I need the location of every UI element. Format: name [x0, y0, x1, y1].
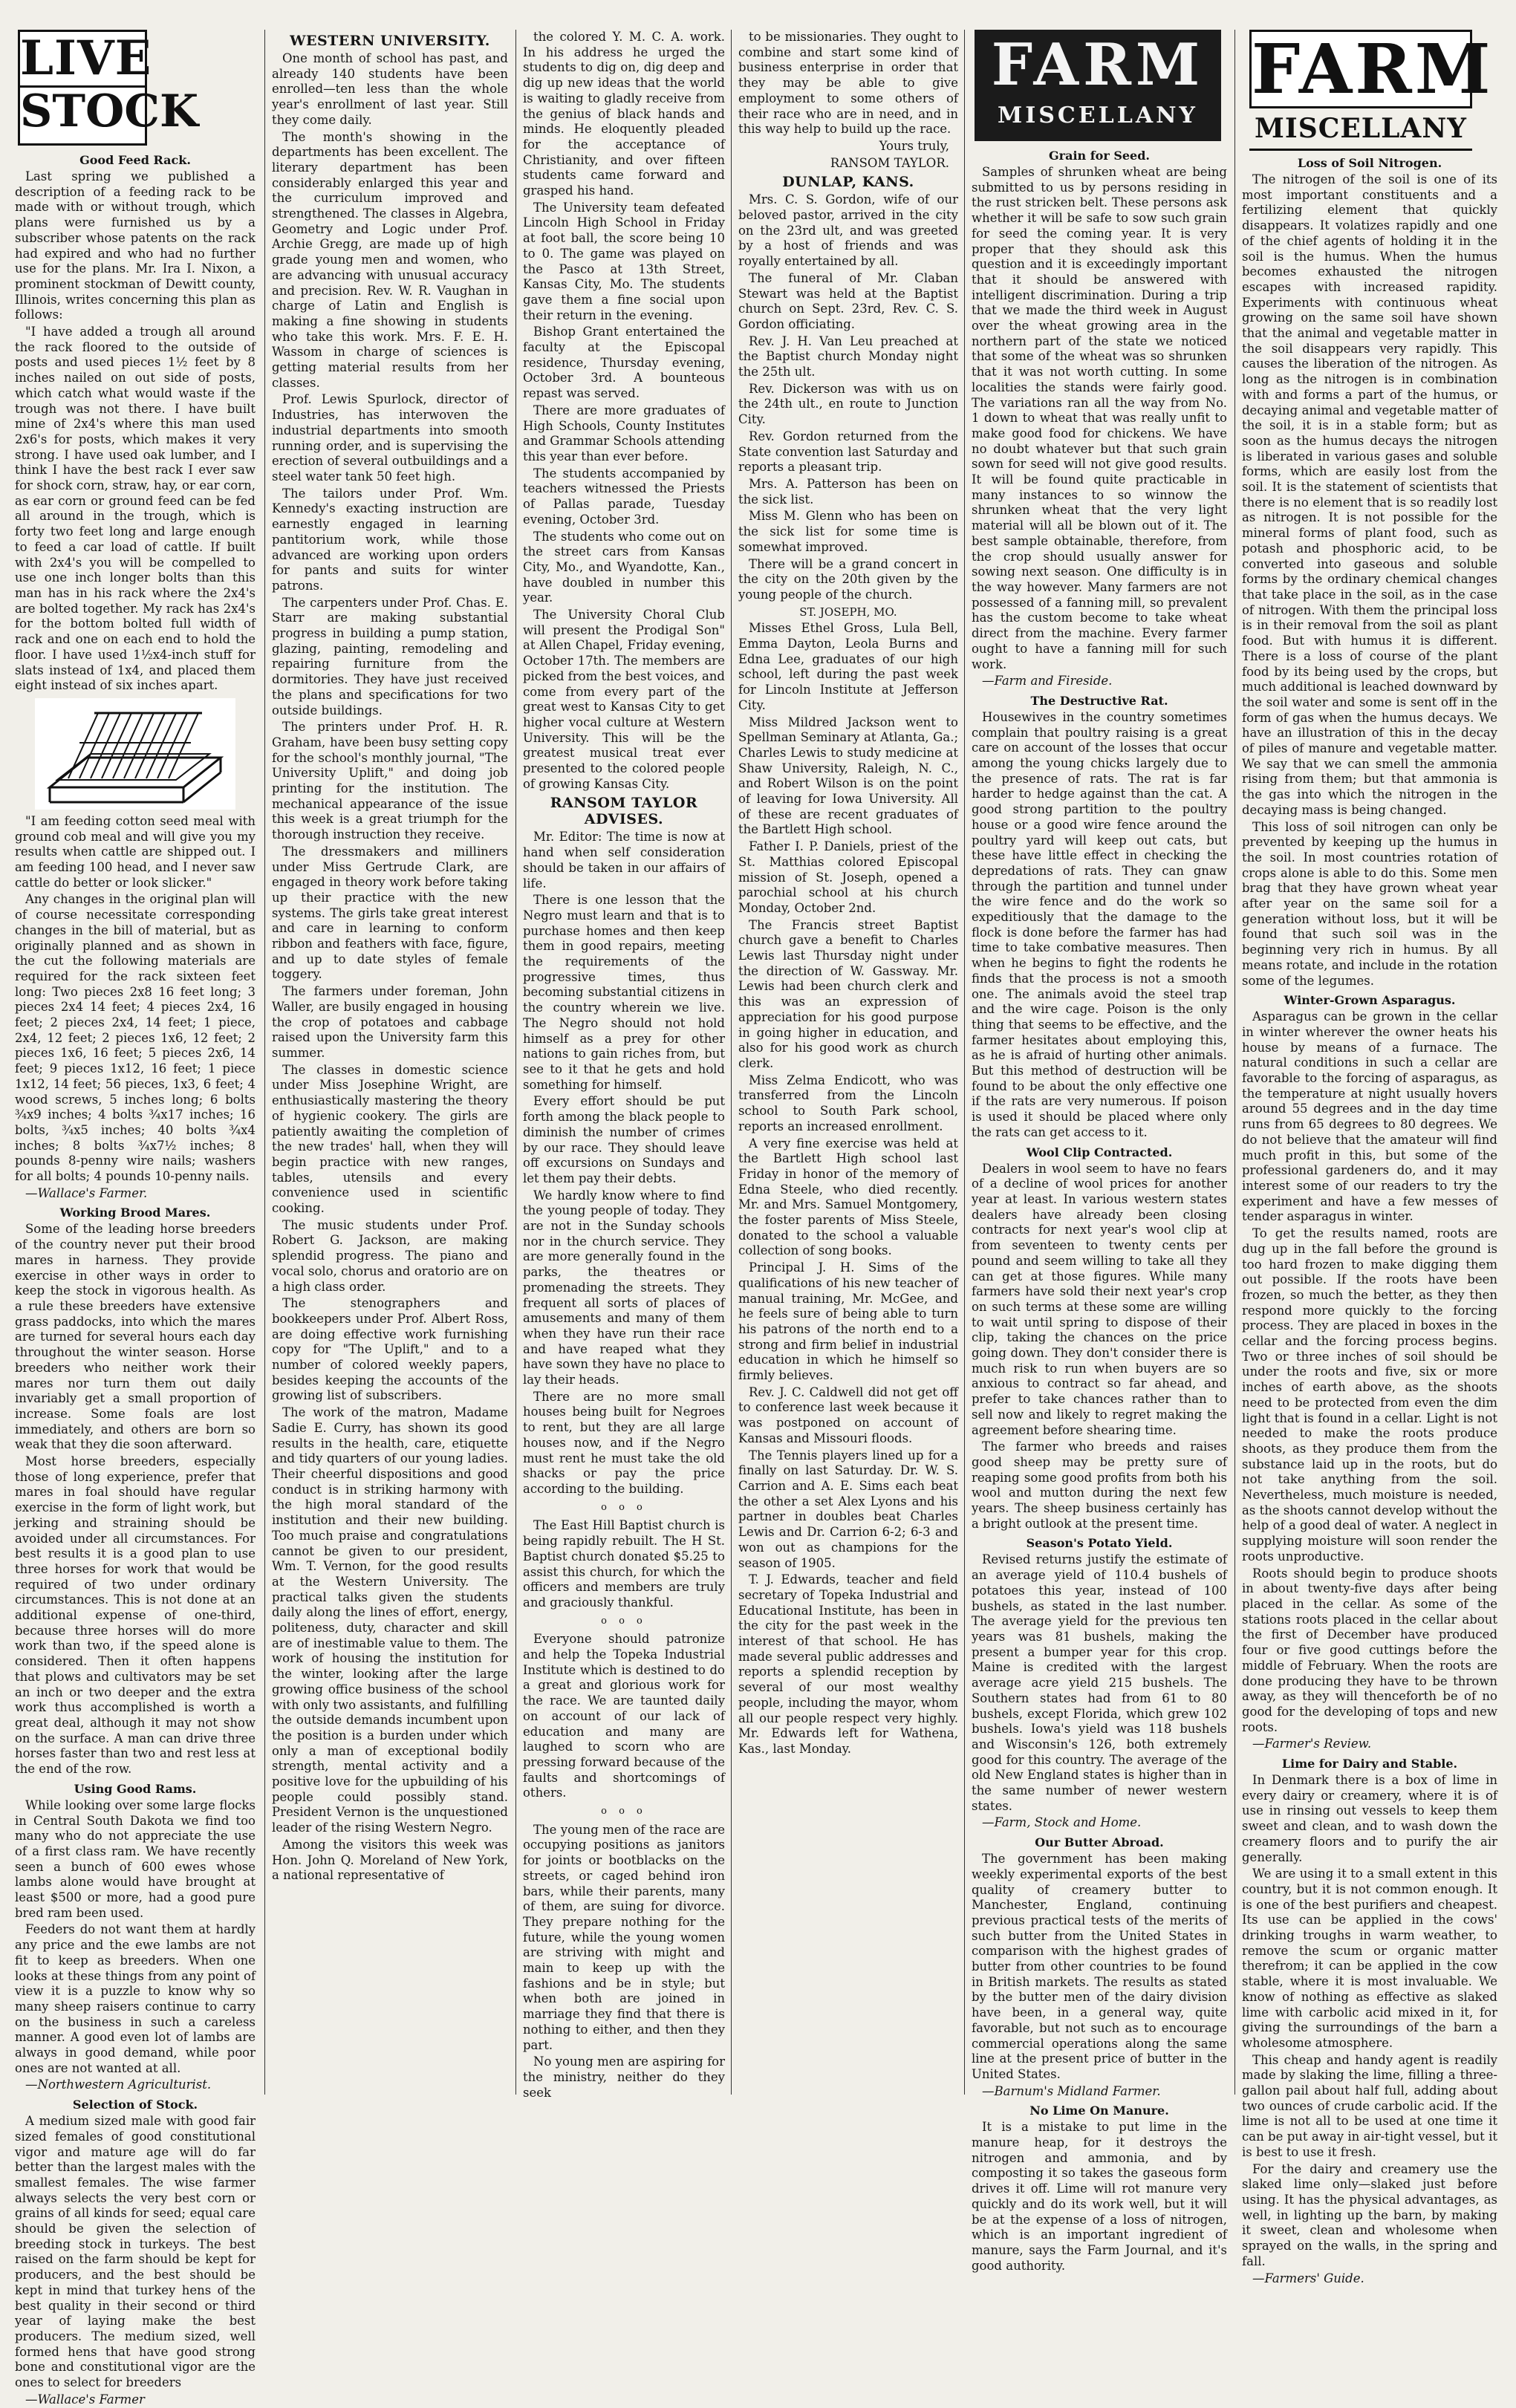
article-paragraph: One month of school has past, and already 140 students have been enrolled—ten less than the whole year's enrollment of last year. Still they come daily.: [272, 51, 508, 127]
column-rule: [731, 30, 732, 2095]
article-heading: Grain for Seed.: [1049, 149, 1150, 163]
article-paragraph: Miss Zelma Endicott, who was transferred from the Lincoln school to South Park school, reports an increased enrollment.: [738, 1073, 958, 1133]
article-paragraph: Principal J. H. Sims of the qualifications of his new teacher of manual training, Mr. McGee, and he feels sure of being able to turn his patrons of the north end to a strong and firm belief in industrial education in which he himself so firmly believes.: [738, 1260, 958, 1383]
article-paragraph: We hardly know where to find the young people of today. They are not in the Sunday schools nor in the church service. They are more generally found in the parks, the theatres or promenading the streets. They frequent all sorts of places of amusements and many of them when they have run their race and have reaped what they have sown they have no place to lay their heads.: [523, 1188, 725, 1387]
article-paragraph: Mrs. C. S. Gordon, wife of our beloved pastor, arrived in the city on the 23rd ult, and was greeted by a host of friends and was royally entertained by all.: [738, 192, 958, 269]
article-paragraph: There will be a grand concert in the city on the 20th given by the young people of the church.: [738, 556, 958, 602]
article-heading: RANSOM TAYLOR ADVISES.: [550, 795, 698, 828]
column-rule: [964, 30, 965, 2095]
column-rule: [264, 30, 265, 2095]
article-paragraph: Mrs. A. Patterson has been on the sick list.: [738, 476, 958, 507]
letter-signature: RANSOM TAYLOR.: [830, 155, 949, 170]
article-paragraph: Some of the leading horse breeders of the country never put their brood mares in harness. They provide exercise in other ways in order to keep the stock in vigorous health. As a rule these breeders have extensive grass paddocks, into which the mares are turned for several hours each day throughout the winter season. Horse breeders who neither work their mares nor turn them out daily invariably get a small proportion of increase. Some foals are lost immediately, and others are born so weak that they die soon afterward.: [15, 1222, 256, 1452]
article-paragraph: Any changes in the original plan will of course necessitate corresponding changes in the bill of material, but as originally planned and as shown in the cut the following materials are required for the rack sixteen feet long: Two pieces 2x8 16 feet long; 3 pieces 2x4 14 feet; 4 pieces 2x4, 16 feet; 2 pieces 2x4, 14 feet; 1 piece, 2x4, 12 feet; 2 pieces 1x6, 12 feet; 2 pieces 1x6, 16 feet; 5 pieces 2x6, 14 feet; 9 pieces 1x12, 16 feet; 1 piece 1x12, 14 feet; 56 pieces, 1x3, 6 feet; 4 wood screws, 5 inches long; 6 bolts ¾x9 inches; 4 bolts ¾x17 inches; 16 bolts, ¾x5 inches; 40 bolts ¾x4 inches; 8 bolts ¾x7½ inches; 8 pounds 8-penny wire nails; washers for all bolts; 4 pounds 10-penny nails.: [15, 892, 256, 1184]
article-heading: Loss of Soil Nitrogen.: [1297, 156, 1442, 170]
article-paragraph: For the dairy and creamery use the slaked lime only—slaked just before using. It has the physical advantages, as well, in lighting up the barn, by making it sweet, clean and wholesome when sprayed on the walls, in the spring and fall.: [1242, 2161, 1497, 2268]
article-paragraph: Miss Mildred Jackson went to Spellman Seminary at Atlanta, Ga.; Charles Lewis to study medicine at Shaw University, Raleigh, N. C., and Robert Wilson is on the point of leaving for Iowa University. All of these are recent graduates of the Bartlett High school.: [738, 715, 958, 837]
article-paragraph: The students accompanied by teachers witnessed the Priests of Pallas parade, Tuesday evening, October 3rd.: [523, 466, 725, 527]
article-source: —Farm and Fireside.: [982, 674, 1113, 689]
feed-rack-illustration: [35, 698, 235, 810]
article-paragraph: Prof. Lewis Spurlock, director of Industries, has interwoven the industrial departments into smooth running order, and is supervising the erection of several outbuildings and a steel water tank 50 feet high.: [272, 392, 508, 484]
article-paragraph: The East Hill Baptist church is being rapidly rebuilt. The H St. Baptist church donated $5.25 to assist this church, for which the officers and members are truly and graciously thankful.: [523, 1518, 725, 1610]
article-heading: Wool Clip Contracted.: [1026, 1145, 1173, 1159]
article-paragraph: In Denmark there is a box of lime in every dairy or creamery, where it is of use in rinsing out vessels to keep them sweet and clean, and to wash down the creamery floors and to purify the air generally.: [1242, 1773, 1497, 1864]
article-heading: Season's Potato Yield.: [1026, 1536, 1173, 1551]
article-paragraph: The farmer who breeds and raises good sheep may be pretty sure of reaping some good profits from both his wool and mutton during the next few years. The sheep business certainly has a bright outlook at the present time.: [972, 1439, 1227, 1531]
article-source: —Northwestern Agriculturist.: [25, 2077, 212, 2092]
masthead-word-miscellany: MISCELLANY: [1249, 108, 1472, 151]
column-farm-miscellany: [972, 30, 1227, 2273]
article-heading: Our Butter Abroad.: [1035, 1835, 1164, 1850]
article-paragraph: The music students under Prof. Robert G. Jackson, are making splendid progress. The piano and vocal solo, chorus and oratorio are on a high class order.: [272, 1217, 508, 1294]
article-paragraph: Last spring we published a description of a feeding rack to be made with or without trough, which plans were furnished us by a subscriber whose patents on the rack had expired and who had no further use for the plans. Mr. Ira I. Nixon, a prominent stockman of Dewitt county, Illinois, writes concerning this plan as follows:: [15, 169, 256, 322]
section-separator: o o o: [601, 1615, 647, 1627]
farm-miscellany-masthead-right: [1249, 29, 1494, 149]
article-paragraph: The University team defeated Lincoln High School in Friday at foot ball, the score being 10 to 0. The game was played on the Pasco at 13th Street, Kansas City, Mo. The students gave them a fine social upon their return in the evening.: [523, 200, 725, 322]
article-paragraph: Rev. J. H. Van Leu preached at the Baptist church Monday night the 25th ult.: [738, 333, 958, 380]
article-paragraph: This cheap and handy agent is readily made by slaking the lime, filling a three-gallon pail about half full, adding about two ounces of crude carbolic acid. If the lime is not all to be used at one time it can be put away in air-tight vessel, but it is best to use it fresh.: [1242, 2052, 1497, 2159]
article-paragraph: Mr. Editor: The time is now at hand when self consideration should be taken in our affairs of life.: [523, 830, 725, 891]
article-source: —Farmer's Review.: [1252, 1737, 1372, 1751]
article-paragraph: Everyone should patronize and help the Topeka Industrial Institute which is destined to do a great and glorious work for the race. We are taunted daily on account of our lack of education and many are laughed to scorn who are pressing forward because of the faults and shortcomings of others.: [523, 1632, 725, 1800]
article-paragraph: Rev. J. C. Caldwell did not get off to conference last week because it was postponed on account of Kansas and Missouri floods.: [738, 1384, 958, 1445]
article-source: —Farm, Stock and Home.: [982, 1815, 1142, 1830]
article-paragraph: A very fine exercise was held at the Bartlett High school last Friday in honor of the memory of Edna Steele, who died recently. Mr. and Mrs. Samuel Montgomery, the foster parents of Miss Steele, donated to the school a valuable collection of song books.: [738, 1136, 958, 1258]
column-local-news: [738, 30, 958, 2095]
article-paragraph: This loss of soil nitrogen can only be prevented by keeping up the humus in the soil. In most countries rotation of crops alone is able to do this. Some men brag that they have grown wheat year after year on the same soil for a generation without loss, but it will be found that such soil was in the beginning very rich in humus. By all means rotate, and include in the rotation some of the legumes.: [1242, 819, 1497, 988]
article-paragraph: The Francis street Baptist church gave a benefit to Charles Lewis last Thursday night under the direction of W. Gassway. Mr. Lewis had been church clerk and this was an expression of appreciation for his good purpose in going higher in education, and also for his good work as church clerk.: [738, 917, 958, 1070]
article-source: —Wallace's Farmer: [25, 2392, 145, 2407]
article-paragraph: The students who come out on the street cars from Kansas City, Mo., and Wyandotte, Kan., have doubled in number this year.: [523, 529, 725, 605]
article-paragraph: No young men are aspiring for the ministry, neither do they seek: [523, 2054, 725, 2100]
article-paragraph: "I am feeding cotton seed meal with ground cob meal and will give you my results when cattle are shipped out. I am feeding 100 head, and I never saw cattle do better or look slicker.": [15, 813, 256, 890]
column-rule: [1234, 30, 1235, 2095]
column-live-stock: [15, 30, 256, 2407]
masthead-word-farm: FARM: [1249, 30, 1472, 108]
article-heading: Working Brood Mares.: [59, 1205, 211, 1220]
article-paragraph: Father I. P. Daniels, priest of the St. Matthias colored Episcopal mission of St. Joseph, opened a parochial school at his church Monday, October 2nd.: [738, 839, 958, 915]
article-paragraph: The tailors under Prof. Wm. Kennedy's exacting instruction are earnestly engaged in learning pantitorium work, while those advanced are working upon orders for pants and suits for winter patrons.: [272, 486, 508, 593]
article-paragraph: The printers under Prof. H. R. Graham, have been busy setting copy for the school's monthly journal, "The University Uplift," and doing job printing for the institution. The mechanical appearance of the issue this week is a great triumph for the thorough instruction they receive.: [272, 720, 508, 842]
article-heading: Lime for Dairy and Stable.: [1281, 1757, 1458, 1771]
article-paragraph: The dressmakers and milliners under Miss Gertrude Clark, are engaged in theory work before taking up their practice with the new systems. The girls take great interest and care in learning to conform ribbon and feathers with face, figure, and up to date styles of female toggery.: [272, 844, 508, 982]
article-heading: Using Good Rams.: [74, 1781, 197, 1796]
column-rule: [515, 30, 516, 2095]
article-paragraph: Rev. Gordon returned from the State convention last Saturday and reports a pleasant trip.: [738, 429, 958, 475]
live-stock-masthead: [18, 30, 199, 146]
column-western-university: [272, 30, 508, 2095]
article-paragraph: The classes in domestic science under Miss Josephine Wright, are enthusiastically mastering the theory of hygienic cookery. The girls are patiently awaiting the completion of the new trades' hall, when they will begin practice with new ranges, tables, utensils and every convenience used in scientific cooking.: [272, 1062, 508, 1216]
article-paragraph: the colored Y. M. C. A. work. In his address he urged the students to dig on, dig deep and dig up new ideas that the world is waiting to gladly receive from the genius of black hands and minds. He eloquently pleaded for the acceptance of Christianity, and over fifteen students came forward and grasped his hand.: [523, 30, 725, 198]
article-heading: Winter-Grown Asparagus.: [1284, 993, 1456, 1008]
article-heading: Good Feed Rack.: [79, 153, 191, 167]
article-paragraph: to be missionaries. They ought to combine and start some kind of business enterprise in order that they may be able to give employment to some others of their race who are in need, and in this way help to build up the race.: [738, 30, 958, 137]
article-paragraph: The nitrogen of the soil is one of its most important constituents and a fertilizing element that quickly disappears. It volatizes rapidly and one of the chief agents of holding it in the soil is the humus. When the humus becomes exhausted the nitrogen escapes with increased rapidity. Experiments with continuous wheat growing on the same soil have shown that the animal and vegetable matter in the soil disappears very rapidly. This causes the liberation of the nitrogen. As long as the nitrogen is in combination with and forms a part of the humus, or decaying animal and vegetable matter of the soil, it is in a stable form; but as soon as the humus decays the nitrogen is liberated in various gases and soluble forms, which are easily lost from the soil. It is the statement of scientists that there is no element that is so readily lost as nitrogen. It is not possible for the mineral forms of plant food, such as potash and phosphoric acid, to be converted into gaseous and soluble forms by the ordinary chemical changes that take place in the soil, as in the case of nitrogen. With them the principal loss is in their removal from the soil as plant food. But with humus it is different. There is a loss of course of the plant food by its being used by the crops, but much additional is leached downward by the soil water and some is sent off in the form of gas when the humus decays. We have an illustration of this in the decay of piles of manure and vegetable matter. We say that we can smell the ammonia rising from them; but that ammonia is the gas into which the nitrogen in the decaying mass is being changed.: [1242, 172, 1497, 817]
article-paragraph: Every effort should be put forth among the black people to diminish the number of crimes by our race. They should leave off excursions on Sundays and let them pay their debts.: [523, 1094, 725, 1185]
section-separator: o o o: [601, 1806, 647, 1818]
article-paragraph: To get the results named, roots are dug up in the fall before the ground is too hard frozen to make digging them out possible. If the roots have been frozen, so much the better, as they then respond more quickly to the forcing process. They are placed in boxes in the cellar and the forcing process begins. Two or three inches of soil should be under the roots and five, six or more inches of earth above, as the shoots need to be protected from even the dim light that is found in a cellar. Light is not needed to make the roots produce shoots, as they produce them from the substance laid up in the roots, but do not take anything from the soil. Nevertheless, much moisture is needed, as the shoots cannot develop without the help of a good deal of water. A neglect in supplying moisture will soon render the roots unproductive.: [1242, 1226, 1497, 1563]
article-heading: WESTERN UNIVERSITY.: [290, 33, 490, 49]
article-paragraph: Feeders do not want them at hardly any price and the ewe lambs are not fit to keep as breeders. When one looks at these things from any point of view it is a puzzle to know why so many sheep raisers continue to carry on the business in such a careless manner. A good even lot of lambs are always in good demand, while poor ones are not wanted at all.: [15, 1922, 256, 2075]
article-paragraph: The Tennis players lined up for a finally on last Saturday. Dr. W. S. Carrion and A. E. Sims each beat the other a set Alex Lyons and his partner in doubles beat Charles Lewis and Dr. Carrion 6-2; 6-3 and won out as champions for the season of 1905.: [738, 1448, 958, 1570]
article-paragraph: The work of the matron, Madame Sadie E. Curry, has shown its good results in the health, care, etiquette and tidy quarters of our young ladies. Their cheerful dispositions and good conduct is in striking harmony with the high moral standard of the institution and their new building. Too much praise and congratulations cannot be given to our president, Wm. T. Vernon, for the good results at the Western University. The practical talks given the students daily along the lines of effort, energy, politeness, duty, character and skill are of inestimable value to them. The work of housing the institution for the winter, looking after the large growing office business of the school with only two assistants, and fulfilling the outside demands incumbent upon the position is a burden under which only a man of exceptional bodily strength, mental activity and a positive love for the upbuilding of his people could possibly stand. President Vernon is the unquestioned leader of the rising Western Negro.: [272, 1405, 508, 1835]
article-paragraph: Miss M. Glenn who has been on the sick list for some time is somewhat improved.: [738, 509, 958, 554]
column-university-continued: [523, 30, 725, 2100]
article-source: —Farmers' Guide.: [1252, 2271, 1364, 2285]
article-paragraph: Rev. Dickerson was with us on the 24th ult., en route to Junction City.: [738, 381, 958, 427]
article-paragraph: Bishop Grant entertained the faculty at the Episcopal residence, Thursday evening, October 3rd. A bounteous repast was served.: [523, 325, 725, 401]
article-heading: No Lime On Manure.: [1029, 2103, 1169, 2118]
article-paragraph: There are no more small houses being built for Negroes to rent, but they are all large houses now, and if the Negro must rent he must take the old shacks or pay the price according to the building.: [523, 1389, 725, 1496]
letter-closing: Yours truly,: [879, 138, 949, 153]
article-paragraph: Misses Ethel Gross, Lula Bell, Emma Dayton, Leola Burns and Edna Lee, graduates of our high school, left during the past week for Lincoln Institute at Jefferson City.: [738, 621, 958, 712]
article-subheading: ST. JOSEPH, MO.: [799, 605, 897, 619]
article-heading: Selection of Stock.: [72, 2098, 198, 2112]
article-paragraph: Most horse breeders, especially those of long experience, prefer that mares in foal should have regular exercise in the form of light work, but jerking and straining should be avoided under all circumstances. For best results it is a good plan to use three horses for work that would be required of two under ordinary circumstances. This is not done at an additional expense of one-third, because three horses will do more work than two, if the speed alone is considered. Then it often happens that plows and cultivators may be set an inch or two deeper and the extra work thus accomplished is worth a great deal, although it may not show on the surface. A man can drive three horses faster than two and rest less at the end of the row.: [15, 1454, 256, 1777]
article-paragraph: There are more graduates of High Schools, County Institutes and Grammar Schools attending this year than ever before.: [523, 403, 725, 463]
article-paragraph: While looking over some large flocks in Central South Dakota we find too many who do not appreciate the use of a first class ram. We have recently seen a bunch of 600 ewes whose lambs alone would have brought at least $500 or more, had a good pure bred ram been used.: [15, 1797, 256, 1920]
article-paragraph: The month's showing in the departments has been excellent. The literary department has been considerably enlarged this year and the curriculum improved and strengthened. The classes in Algebra, Geometry and Logic under Prof. Archie Gregg, are made up of high grade young men and women, who are advancing with unusual accuracy and precision. Rev. W. R. Vaughan in charge of Latin and English is making a fine showing in students who take this work. Mrs. F. E. H. Wassom in charge of sciences is getting material results from her classes.: [272, 129, 508, 390]
article-paragraph: The carpenters under Prof. Chas. E. Starr are making substantial progress in building a pump station, glazing, painting, remodeling and repairing furniture from the dormitories. They have just received the plans and specifications for two outside buildings.: [272, 595, 508, 717]
article-paragraph: We are using it to a small extent in this country, but it is not common enough. It is one of the best purifiers and cheapest. Its use can be applied in the cows' drinking troughs in warm weather, to remove the scum or organic matter therefrom; it can be applied in the cow stable, where it is most invaluable. We know of nothing as effective as slaked lime with carbolic acid mixed in it, for giving the surroundings of the barn a wholesome atmosphere.: [1242, 1867, 1497, 2050]
masthead-word-farm: FARM: [991, 31, 1205, 99]
article-paragraph: The farmers under foreman, John Waller, are busily engaged in housing the crop of potatoes and cabbage raised upon the University farm this summer.: [272, 984, 508, 1060]
article-paragraph: Among the visitors this week was Hon. John Q. Moreland of New York, a national representative of: [272, 1837, 508, 1883]
masthead-word-miscellany: MISCELLANY: [998, 102, 1198, 128]
article-paragraph: The University Choral Club will present the Prodigal Son" at Allen Chapel, Friday evening, October 17th. The members are picked from the best voices, and come from every part of the great west to Kansas City to get higher vocal culture at Western University. This will be the greatest musical treat ever presented to the colored people of growing Kansas City.: [523, 608, 725, 791]
article-heading: DUNLAP, KANS.: [782, 174, 914, 191]
article-paragraph: Asparagus can be grown in the cellar in winter wherever the owner heats his house by means of a furnace. The natural conditions in such a cellar are favorable to the forcing of asparagus, as the temperature at night usually hovers around 55 degrees and in the day time runs from 65 degrees to 80 degrees. We do not believe that the amateur will find much profit in this, but some of the professional gardeners do, and it may interest some of our readers to try the experiment and have a few messes of tender asparagus in winter.: [1242, 1009, 1497, 1224]
masthead-word-stock: STOCK: [20, 85, 199, 137]
article-paragraph: Dealers in wool seem to have no fears of a decline of wool prices for another year at least. In various western states dealers have already been closing contracts for next year's wool clip at from seventeen to twenty cents per pound and seem willing to take all they can get at those figures. While many farmers have sold their next year's crop on such terms at these some are willing to wait until spring to dispose of their clip, taking the chances on the price going down. They don't consider there is much risk to run when buyers are so anxious to contract so far ahead, and prefer to take chances rather than to sell now and likely to regret making the agreement before shearing time.: [972, 1161, 1227, 1437]
article-paragraph: There is one lesson that the Negro must learn and that is to purchase homes and then keep them in good repairs, meeting the requirements of the progressive times, thus becoming substantial citizens in the country wherein we live. The Negro should not hold himself as a prey for other nations to gain riches from, but see to it that he gets and hold something for himself.: [523, 893, 725, 1092]
article-source: —Wallace's Farmer.: [25, 1185, 148, 1200]
article-paragraph: Housewives in the country sometimes complain that poultry raising is a great care on account of the losses that occur among the young chicks largely due to the presence of rats. The rat is far harder to hedge against than the cat. A good strong partition to the poultry house or a good wire fence around the poultry yard will keep out cats, but these have little effect in checking the depredations of rats. They can gnaw through the partition and tunnel under the wire fence and do the work so expeditiously that the damage to the flock is done before the farmer has had time to take combative measures. Then when he begins to fight the rodents he finds that the process is not a smooth one. The animals avoid the steel trap and the wire cage. Poison is the only thing that seems to be effective, and the farmer hesitates about employing this, as he is afraid of hurting other animals. But this method of destruction will be found to be about the only effective one if the rats are very numerous. If poison is used it should be placed where only the rats can get access to it.: [972, 709, 1227, 1139]
article-paragraph: It is a mistake to put lime in the manure heap, for it destroys the nitrogen and ammonia, and by composting it so takes the gaseous form drives it off. Lime will rot manure very quickly and do its work well, but it will be at the expense of a loss of nitrogen, which is an important ingredient of manure, says the Farm Journal, and it's good authority.: [972, 2120, 1227, 2273]
article-paragraph: Samples of shrunken wheat are being submitted to us by persons residing in the rust stricken belt. These persons ask whether it will be safe to sow such grain for seed the coming year. It is very proper that they should ask this question and it is exceedingly important that it should be answered with intelligent discrimination. During a trip that we made the third week in August over the wheat growing area in the northern part of the state we noticed that some of the wheat was so shrunken that it was not worth cutting. In some localities the stands were fairly good. The variations ran all the way from No. 1 down to wheat that was really unfit to make good food for chickens. We have no doubt whatever but that such grain sown for seed will not give good results. It will be found quite practicable in many instances to so winnow the shrunken wheat that the very light material will all be blown out of it. The best sample obtainable, therefore, from the crop should usually answer for sowing next season. One difficulty is in the way however. Many farmers are not possessed of a fanning mill, so prevalent has the custom become to take wheat direct from the machine. Every farmer ought to have a fanning mill for such work.: [972, 165, 1227, 671]
article-paragraph: The funeral of Mr. Claban Stewart was held at the Baptist church on Sept. 23rd, Rev. C. S. Gordon officiating.: [738, 270, 958, 331]
masthead-word-live: LIVE: [20, 30, 152, 86]
article-paragraph: A medium sized male with good fair sized females of good constitutional vigor and mature age will do far better than the largest males with the smallest females. The wise farmer always selects the very best corn or grains of all kinds for seed; equal care should be given the selection of breeding stock in turkeys. The best raised on the farm should be kept for producers, and the best should be kept in mind that turkey hens of the best quality in their second or third year of laying make the best producers. The medium sized, well formed hens that have good strong bone and constitutional vigor are the ones to select for breeders: [15, 2114, 256, 2390]
article-paragraph: The government has been making weekly experimental exports of the best quality of creamery butter to Manchester, England, continuing previous practical tests of the merits of such butter from the United States in comparison with the highest grades of butter from other countries to be found in British markets. The results as stated by the butter men of the dairy division have been, in a general way, quite favorable, but not such as to encourage commercial operations along the same line at the present price of butter in the United States.: [972, 1852, 1227, 2081]
article-paragraph: Roots should begin to produce shoots in about twenty-five days after being placed in the cellar. As some of the stations roots placed in the cellar about the first of December have produced four or five good cuttings before the middle of February. When the roots are done producing they have to be thrown away, as they will thenceforth be of no good for the developing of tops and new roots.: [1242, 1566, 1497, 1734]
column-farm-miscellany-right: [1242, 29, 1497, 2285]
article-paragraph: Revised returns justify the estimate of an average yield of 110.4 bushels of potatoes this year, instead of 100 bushels, as stated in the last number. The average yield for the previous ten years was 81 bushels, making the present a bumper year for this crop. Maine is credited with the largest average acre yield 215 bushels. The Southern states had from 61 to 80 bushels, except Florida, which grew 102 bushels. Iowa's yield was 118 bushels and Wisconsin's 126, both extremely good for this country. The average of the old New England states is higher than in the same number of newer western states.: [972, 1552, 1227, 1813]
article-paragraph: "I have added a trough all around the rack floored to the outside of posts and used pieces 1½ feet by 8 inches nailed on out side of posts, which catch what would waste if the trough was not there. I have built mine of 2x4's where this man used 2x6's for posts, which makes it very strong. I have used oak lumber, and I think I have the best rack I ever saw for shock corn, straw, hay, or ear corn, as ear corn or ground feed can be fed all around in the trough, which is forty two feet long and large enough to feed a car load of cattle. If built with 2x4's you will be compelled to use one inch longer bolts than this man has in his rack where the 2x4's are bolted together. My rack has 2x4's for the bottom bolted full width of rack and one on each end to hold the floor. I have used 1½x4-inch stuff for slats instead of 1x4, and placed them eight instead of six inches apart.: [15, 325, 256, 693]
article-paragraph: T. J. Edwards, teacher and field secretary of Topeka Industrial and Educational Institute, has been in the city for the past week in the interest of that school. He has made several public addresses and reports a splendid reception by several of our most wealthy people, including the mayor, whom all our people respect very highly. Mr. Edwards left for Wathena, Kas., last Monday.: [738, 1572, 958, 1756]
farm-miscellany-masthead-left: [975, 30, 1221, 141]
article-source: —Barnum's Midland Farmer.: [982, 2083, 1161, 2098]
article-paragraph: The stenographers and bookkeepers under Prof. Albert Ross, are doing effective work furnishing copy for "The Uplift," and to a number of colored weekly papers, besides keeping the accounts of the growing list of subscribers.: [272, 1296, 508, 1403]
article-paragraph: The young men of the race are occupying positions as janitors for joints or bootblacks on the streets, or caged behind iron bars, while their parents, many of them, are suing for divorce. They prepare nothing for the future, while the young women are striving with might and main to keep up with the fashions and be in style; but when both are joined in marriage they find that there is nothing to either, and then they part.: [523, 1822, 725, 2052]
section-separator: o o o: [601, 1501, 647, 1513]
article-heading: The Destructive Rat.: [1030, 693, 1168, 708]
